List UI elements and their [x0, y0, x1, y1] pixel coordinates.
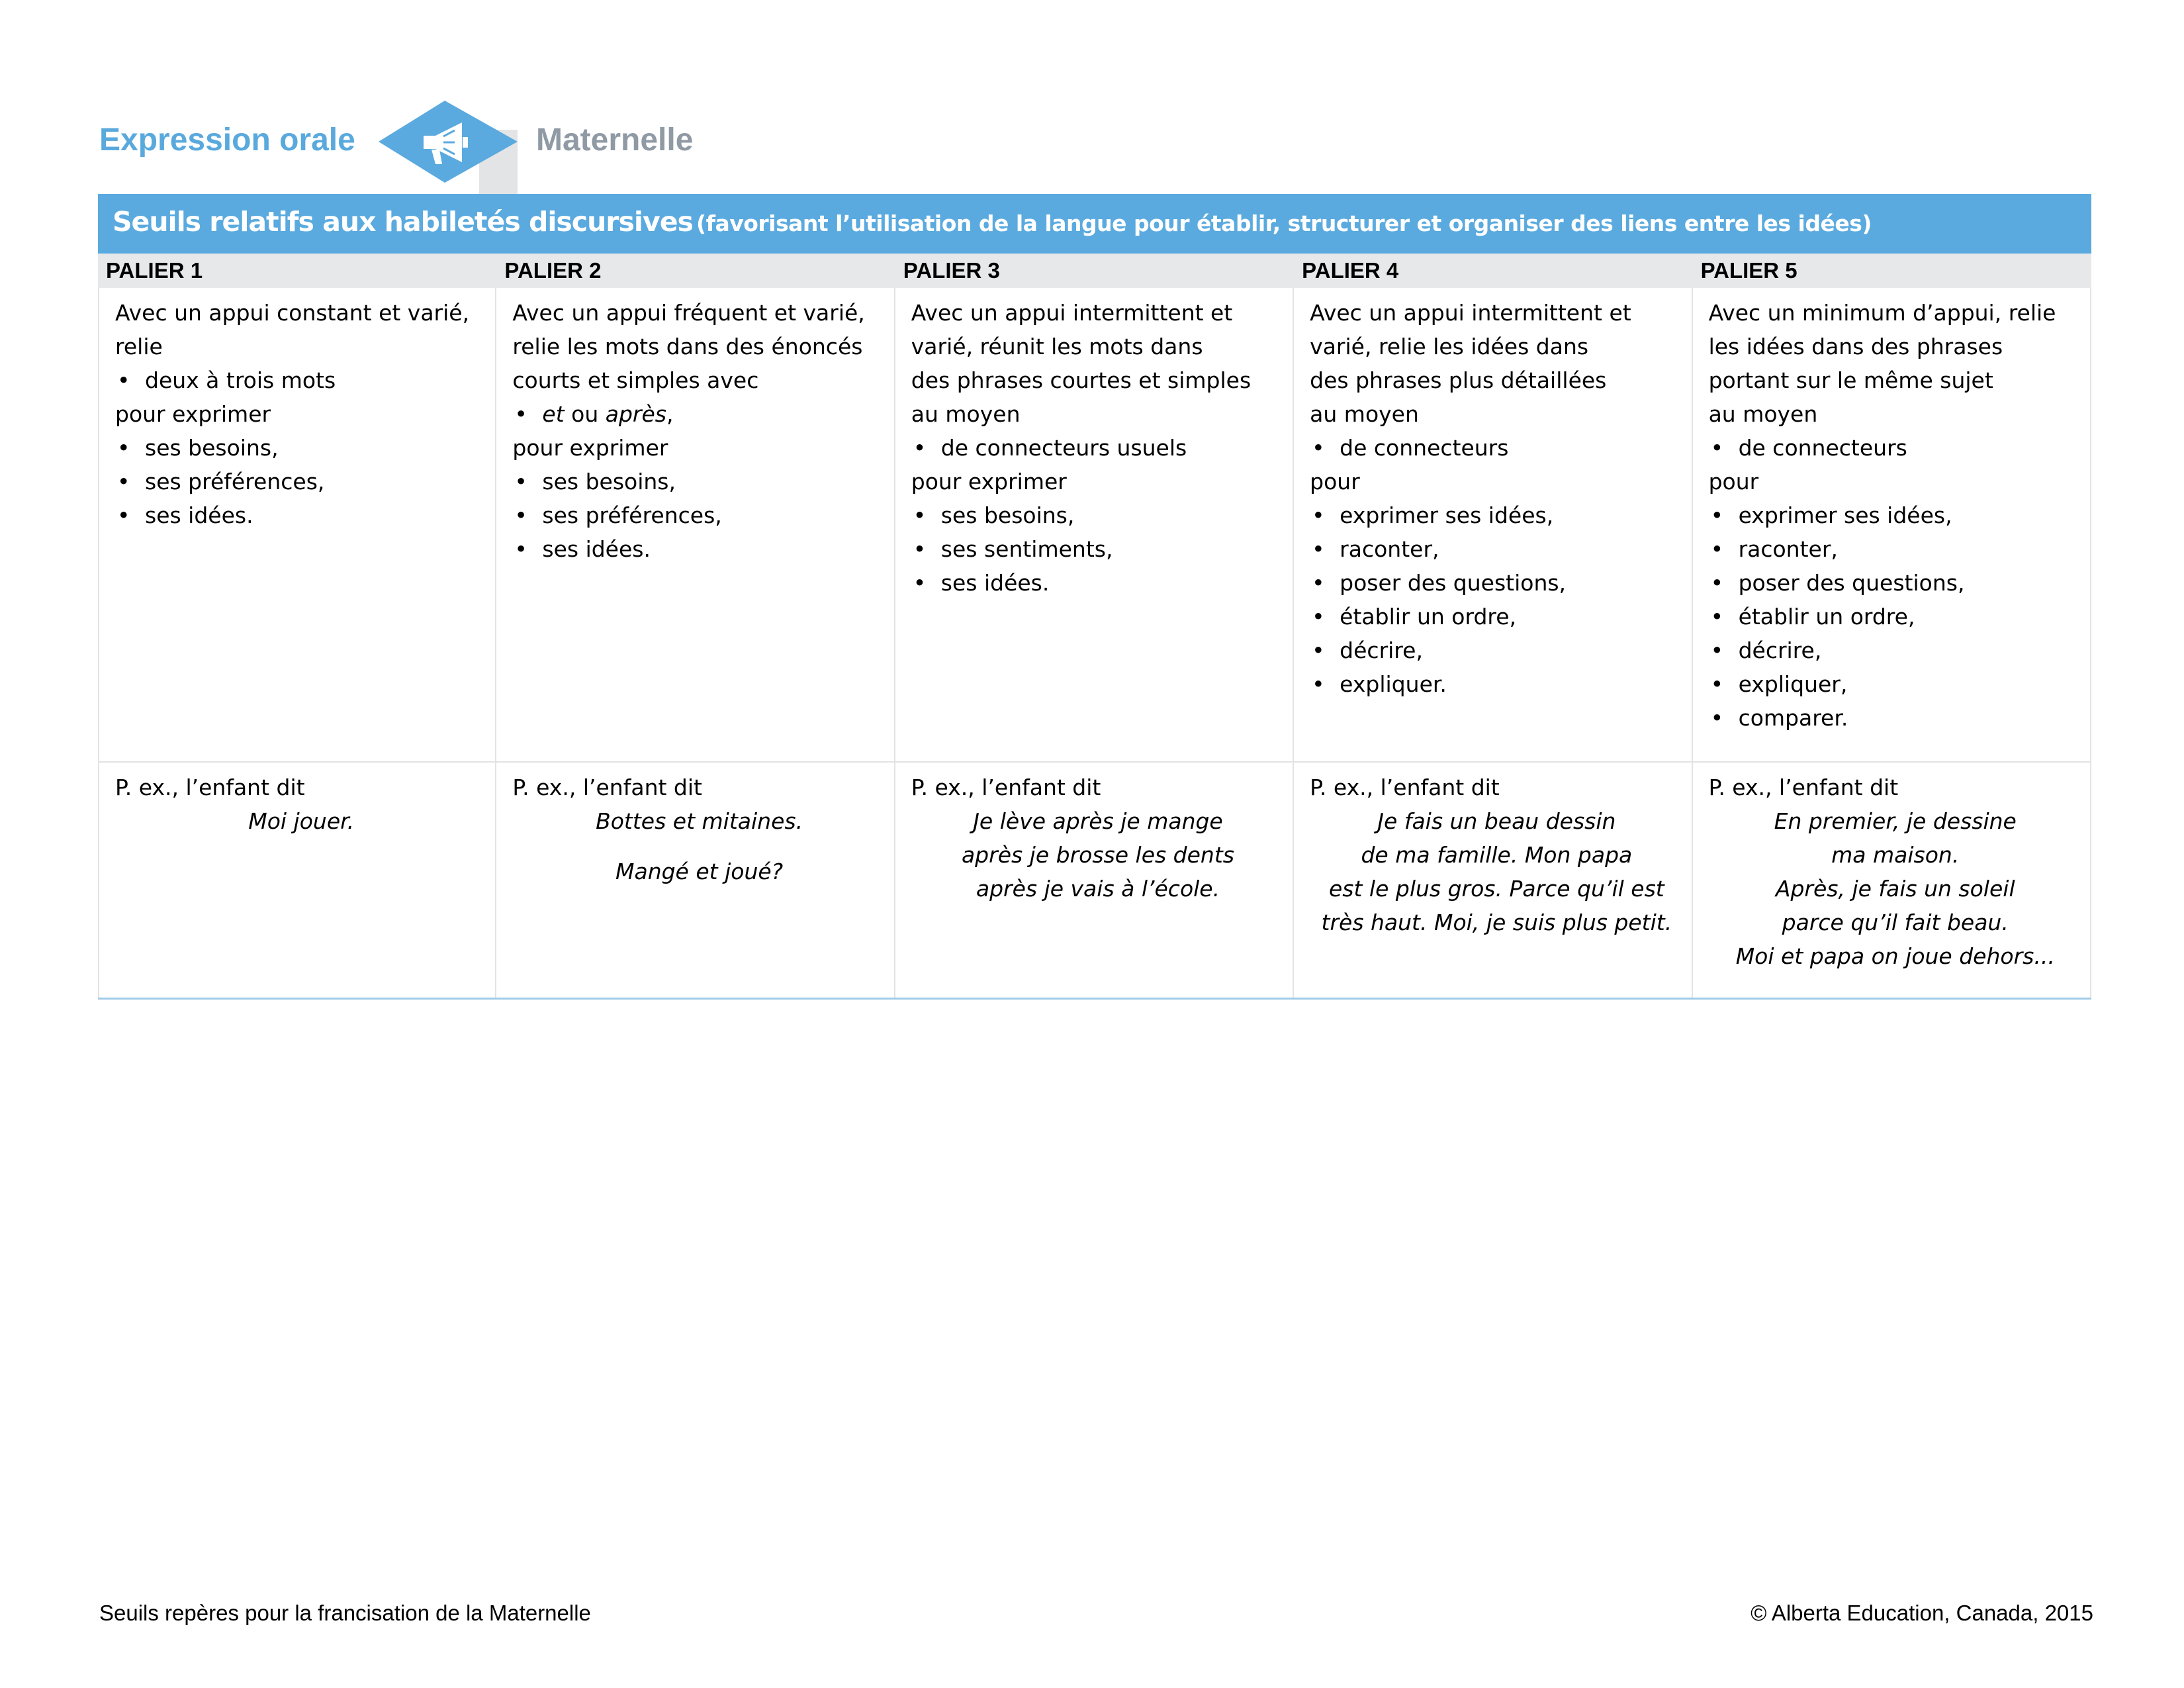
example-quote-line: Mangé et joué?: [615, 859, 784, 884]
bullet-item: • ses préférences,: [115, 465, 487, 498]
description-cell: [1693, 288, 2091, 761]
description-line: des phrases courtes et simples: [911, 367, 1251, 393]
example-quote-line: Je lève après je mange: [973, 808, 1223, 834]
description-line: les idées dans des phrases: [1708, 334, 2003, 359]
example-quote-line: Après, je fais un soleil: [1775, 876, 2015, 902]
bullet-item: • établir un ordre,: [1310, 600, 1683, 633]
footer-copyright: © Alberta Education, Canada, 2015: [1751, 1601, 2093, 1625]
bullet-text-part: ou: [564, 401, 606, 427]
example-quote-line: après je brosse les dents: [961, 842, 1234, 868]
bullet-item: • de connecteurs: [1310, 431, 1683, 465]
example-intro: P. ex., l’enfant dit: [512, 774, 702, 800]
page-header: [99, 93, 761, 199]
level-header: PALIER 2: [504, 258, 602, 283]
example-intro: P. ex., l’enfant dit: [1708, 774, 1899, 800]
example-quote-line: Bottes et mitaines.: [596, 808, 803, 834]
example-cell: [1294, 763, 1692, 998]
example-quote-line: de ma famille. Mon papa: [1361, 842, 1633, 868]
grade-title: Maternelle: [536, 122, 694, 158]
example-quote-line: après je vais à l’école.: [976, 876, 1220, 902]
bullet-item: • expliquer,: [1709, 667, 2082, 701]
example-quote-line: Moi et papa on joue dehors...: [1735, 943, 2055, 969]
bullet-item: • décrire,: [1709, 633, 2082, 667]
description-line: courts et simples avec: [512, 367, 759, 393]
description-line: Avec un appui constant et varié,: [115, 300, 470, 326]
description-line: Avec un appui fréquent et varié,: [512, 300, 865, 326]
description-cell: [895, 288, 1294, 761]
bullet-text-part: ,: [666, 401, 674, 427]
example-intro: P. ex., l’enfant dit: [115, 774, 305, 800]
description-line: pour exprimer: [512, 435, 668, 461]
bullet-item: • ses besoins,: [911, 498, 1285, 532]
description-line: portant sur le même sujet: [1708, 367, 1993, 393]
example-quote-line: ma maison.: [1831, 842, 1960, 868]
description-line: Avec un appui intermittent et: [1310, 300, 1631, 326]
description-line: varié, réunit les mots dans: [911, 334, 1203, 359]
bullet-item: • deux à trois mots: [115, 363, 487, 397]
example-intro: P. ex., l’enfant dit: [1310, 774, 1500, 800]
bullet-item: • de connecteurs usuels: [911, 431, 1285, 465]
bullet-item: • de connecteurs: [1709, 431, 2082, 465]
example-quote-line: est le plus gros. Parce qu’il est: [1329, 876, 1664, 902]
bullet-item: [512, 397, 886, 431]
example-cell: [496, 763, 895, 998]
thresholds-table: [98, 194, 2091, 1000]
bullet-item: • ses idées.: [512, 532, 886, 566]
description-line: pour: [1708, 469, 1759, 494]
footer-document-title: Seuils repères pour la francisation de la Maternelle: [99, 1601, 591, 1625]
description-line: Avec un minimum d’appui, relie: [1708, 300, 2056, 326]
bullet-item: • comparer.: [1709, 701, 2082, 735]
level-header: PALIER 5: [1700, 258, 1797, 283]
bullet-item: • ses idées.: [115, 498, 487, 532]
bullet-item: • expliquer.: [1310, 667, 1683, 701]
bullet-item: • ses préférences,: [512, 498, 886, 532]
description-line: relie les mots dans des énoncés: [512, 334, 863, 359]
description-cell: [1294, 288, 1692, 761]
example-cell: [98, 763, 496, 998]
description-line: relie: [115, 334, 163, 359]
example-intro: P. ex., l’enfant dit: [911, 774, 1101, 800]
bullet-item: • exprimer ses idées,: [1709, 498, 2082, 532]
description-line: pour exprimer: [115, 401, 271, 427]
subject-title: Expression orale: [99, 122, 355, 158]
example-cell: [895, 763, 1294, 998]
table-subtitle: (favorisant l’utilisation de la langue pour établir, structurer et organiser des liens entre les idées): [696, 211, 1872, 236]
bullet-text-part: après: [605, 401, 666, 427]
level-header: PALIER 4: [1302, 258, 1399, 283]
level-header: PALIER 3: [903, 258, 1000, 283]
description-line: pour: [1310, 469, 1360, 494]
description-cell: [98, 288, 496, 761]
example-quote-line: Moi jouer.: [248, 808, 355, 834]
example-row: [98, 763, 2091, 998]
example-quote-line: En premier, je dessine: [1774, 808, 2017, 834]
description-line: au moyen: [911, 401, 1021, 427]
bullet-item: • raconter,: [1310, 532, 1683, 566]
example-quote-line: parce qu’il fait beau.: [1782, 910, 2009, 935]
bullet-item: • ses besoins,: [115, 431, 487, 465]
bullet-text-part: et: [542, 401, 565, 427]
table-title-bar: [98, 194, 2091, 254]
description-line: Avec un appui intermittent et: [911, 300, 1233, 326]
example-quote-line: très haut. Moi, je suis plus petit.: [1321, 910, 1672, 935]
description-line: au moyen: [1310, 401, 1419, 427]
bullet-item: • poser des questions,: [1709, 566, 2082, 600]
bullet-item: • exprimer ses idées,: [1310, 498, 1683, 532]
bullet-item: • ses sentiments,: [911, 532, 1285, 566]
bullet-item: • ses idées.: [911, 566, 1285, 600]
description-row: [98, 288, 2091, 763]
description-line: pour exprimer: [911, 469, 1067, 494]
description-line: au moyen: [1708, 401, 1818, 427]
level-header: PALIER 1: [106, 258, 203, 283]
bullet-item: • décrire,: [1310, 633, 1683, 667]
description-line: des phrases plus détaillées: [1310, 367, 1607, 393]
bullet-item: • poser des questions,: [1310, 566, 1683, 600]
bullet-item: • établir un ordre,: [1709, 600, 2082, 633]
megaphone-icon: [379, 101, 524, 200]
bullet-item: • raconter,: [1709, 532, 2082, 566]
example-spacer: [512, 838, 886, 855]
description-line: varié, relie les idées dans: [1310, 334, 1589, 359]
example-cell: [1693, 763, 2091, 998]
table-title: Seuils relatifs aux habiletés discursives: [113, 206, 693, 238]
level-header-row: [98, 254, 2091, 288]
description-cell: [496, 288, 895, 761]
bullet-item: • ses besoins,: [512, 465, 886, 498]
example-quote-line: Je fais un beau dessin: [1377, 808, 1616, 834]
